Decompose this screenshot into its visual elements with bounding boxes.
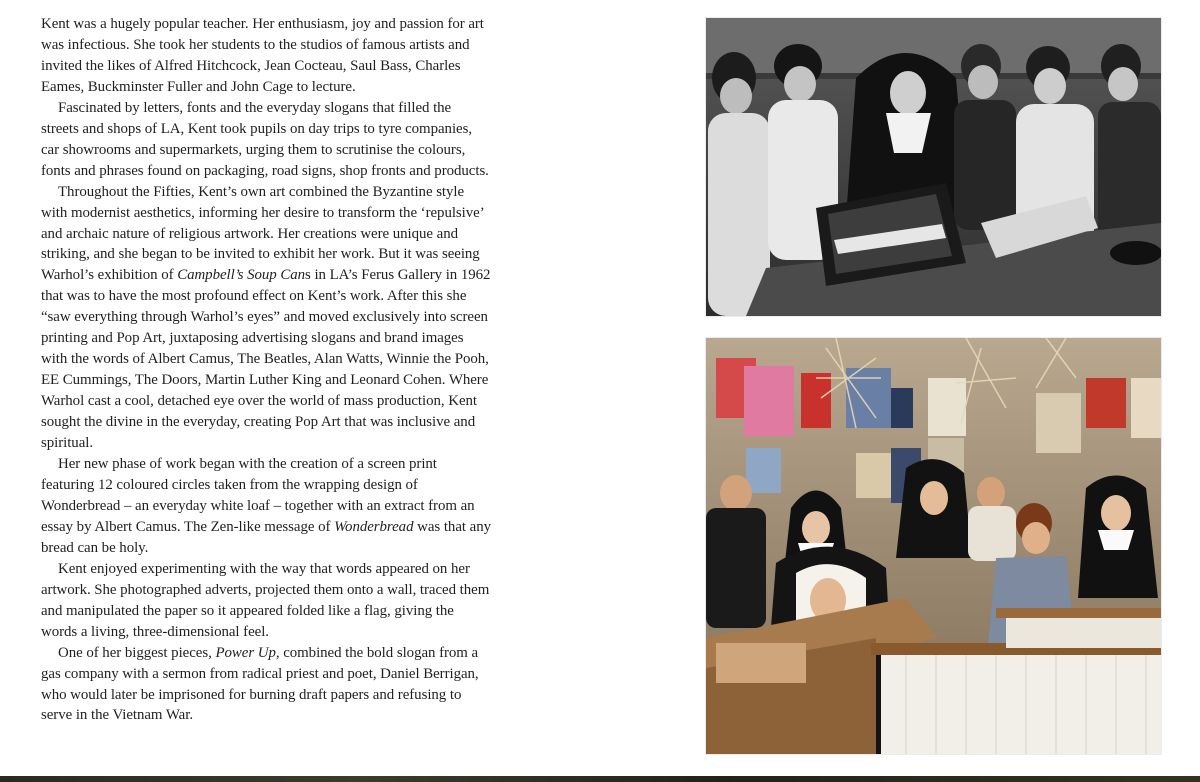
paragraph <box>41 14 491 98</box>
paragraph <box>41 643 491 727</box>
photo-screen-printing-class-bw <box>706 18 1161 316</box>
paragraph <box>41 454 491 559</box>
paragraph <box>41 182 491 454</box>
paragraph-text: Kent enjoyed experimenting with the way that words appeared on her artwork. She photographed adverts, projected them onto a wall, traced them and manipulated the paper so it appeared folded like a flag, giving the words a living, three-dimensional feel. <box>41 560 490 640</box>
paragraph-text: , combined the bold slogan from a gas company with a sermon from radical priest and poet, Daniel Berrigan, who would later be imprisoned for burning draft papers and refusing to serve in the Vietnam War. <box>41 644 479 724</box>
article-body <box>41 14 491 726</box>
photo-art-classroom-colour <box>706 338 1161 754</box>
artwork-title-wonderbread: Wonderbread <box>334 518 414 535</box>
paragraph-text: s in LA’s Ferus Gallery in 1962 that was to have the most profound effect on Kent’s work. After this she “saw everything through Warhol’s eyes” and moved exclusively into screen printing and Pop Art, juxtaposing advertising slogans and brand images with the words of Albert Camus, The Beatles, Alan Watts, Winnie the Pooh, EE Cummings, The Doors, Martin Luther King and Leonard Cohen. Where Warhol cast a cool, detached eye over the world of mass production, Kent sought the divine in the everyday, creating Pop Art that was inclusive and spiritual. <box>41 267 491 452</box>
paragraph-text: was that any bread can be holy. <box>41 518 491 556</box>
artwork-title-power-up: Power Up <box>215 644 276 661</box>
paragraph-text: Her new phase of work began with the creation of a screen print featuring 12 coloured circles taken from the wrapping design of Wonderbread – an everyday white loaf – together with an extract from an essay by Albert Camus. The Zen-like message of <box>41 456 475 535</box>
paragraph <box>41 98 491 182</box>
paragraph <box>41 559 491 643</box>
paragraph-text: Fascinated by letters, fonts and the everyday slogans that filled the streets and shops of LA, Kent took pupils on day trips to tyre companies, car showrooms and supermarkets, urging them to scrutinise the colours, fonts and phrases found on packaging, road signs, shop fronts and products. <box>41 99 489 179</box>
page-edge <box>0 776 1200 782</box>
artwork-title-campbells-soup-cans: Campbell’s Soup Can <box>177 267 306 284</box>
paragraph-text: Throughout the Fifties, Kent’s own art combined the Byzantine style with modernist aesthetics, informing her desire to transform the ‘repulsive’ and archaic nature of religious artwork. Her creations were unique and striking, and she began to be invited to exhibit her work. But it was seeing Warhol’s exhibition of <box>41 183 484 284</box>
paragraph-text: One of her biggest pieces, <box>58 644 216 661</box>
paragraph-text: Kent was a hugely popular teacher. Her enthusiasm, joy and passion for art was infectious. She took her students to the studios of famous artists and invited the likes of Alfred Hitchcock, Jean Cocteau, Saul Bass, Charles Eames, Buckminster Fuller and John Cage to lecture. <box>41 16 484 95</box>
